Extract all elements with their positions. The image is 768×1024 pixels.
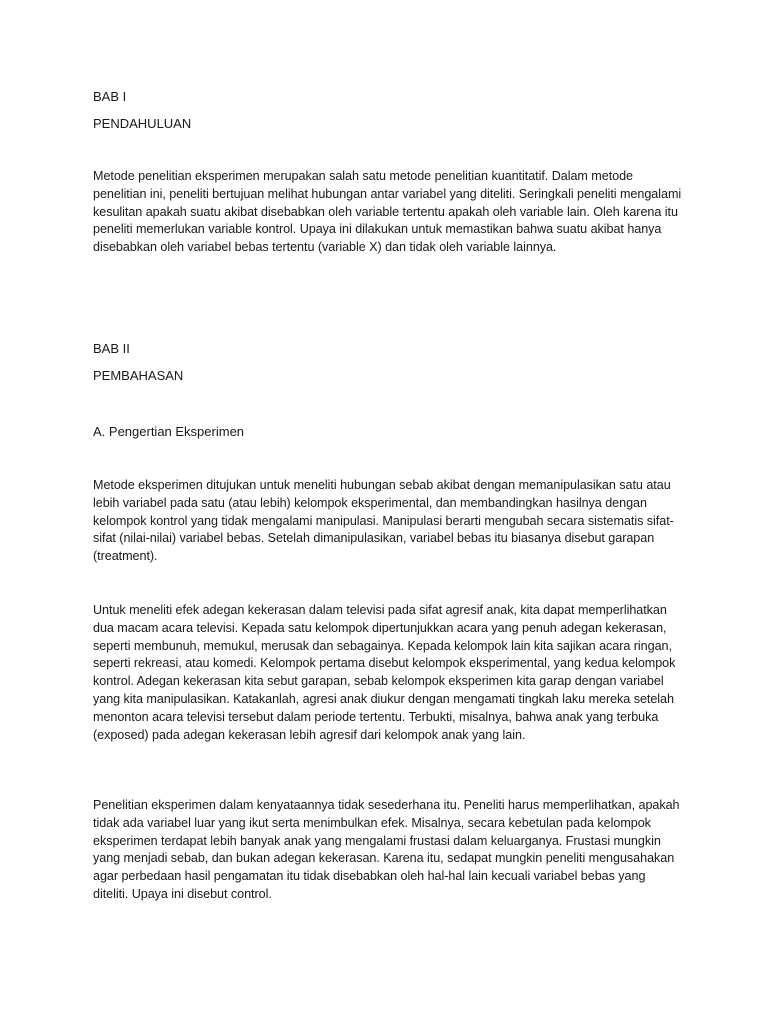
bab2-title: PEMBAHASAN (93, 368, 184, 383)
bab1-title: PENDAHULUAN (93, 116, 192, 131)
bab2-label: BAB II (93, 341, 130, 356)
section-a-heading: A. Pengertian Eksperimen (93, 424, 245, 439)
bab2-paragraph-2: Untuk meneliti efek adegan kekerasan dalam televisi pada sifat agresif anak, kita dapat memperlihatkan dua macam acara televisi. Kepada satu kelompok dipertunjukkan acara yang penuh adegan kekerasan, seperti membunuh, memukul, merusak dan sebagainya. Kepada kelompok lain kita sajikan acara ringan, seperti rekreasi, atau komedi. Kelompok pertama disebut kelompok eksperimental, yang kedua kelompok kontrol. Adegan kekerasan kita sebut garapan, sebab kelompok eksperimen kita garap dengan variabel yang kita manipulasikan. Katakanlah, agresi anak diukur dengan mengamati tingkah laku mereka setelah menonton acara televisi tersebut dalam periode tertentu. Terbukti, misalnya, bahwa anak yang terbuka (exposed) pada adegan kekerasan lebih agresif dari kelompok anak yang lain. (93, 603, 676, 742)
bab1-label: BAB I (93, 89, 127, 104)
bab2-paragraph-1: Metode eksperimen ditujukan untuk meneliti hubungan sebab akibat dengan memanipulasikan satu atau lebih variabel pada satu (atau lebih) kelompok eksperimental, dan membandingkan hasilnya dengan kelompok kontrol yang tidak mengalami manipulasi. Manipulasi berarti mengubah secara sistematis sifat-sifat (nilai-nilai) variabel bebas. Setelah dimanipulasikan, variabel bebas itu biasanya disebut garapan (treatment). (93, 478, 674, 564)
bab2-paragraph-3: Penelitian eksperimen dalam kenyataannya tidak sesederhana itu. Peneliti harus memperlihatkan, apakah tidak ada variabel luar yang ikut serta menimbulkan efek. Misalnya, secara kebetulan pada kelompok eksperimen terdapat lebih banyak anak yang mengalami frustasi dalam keluarganya. Frustasi mungkin yang menjadi sebab, dan bukan adegan kekerasan. Karena itu, sedapat mungkin peneliti mengusahakan agar perbedaan hasil pengamatan itu tidak disebabkan oleh hal-hal lain kecuali variabel bebas yang diteliti. Upaya ini disebut control. (93, 798, 680, 901)
bab1-paragraph: Metode penelitian eksperimen merupakan salah satu metode penelitian kuantitatif. Dalam metode penelitian ini, peneliti bertujuan melihat hubungan antar variabel yang diteliti. Seringkali peneliti mengalami kesulitan apakah suatu akibat disebabkan oleh variable tertentu apakah oleh variable lain. Oleh karena itu peneliti memerlukan variable kontrol. Upaya ini dilakukan untuk memastikan bahwa suatu akibat hanya disebabkan oleh variabel bebas tertentu (variable X) dan tidak oleh variable lainnya. (93, 169, 682, 255)
